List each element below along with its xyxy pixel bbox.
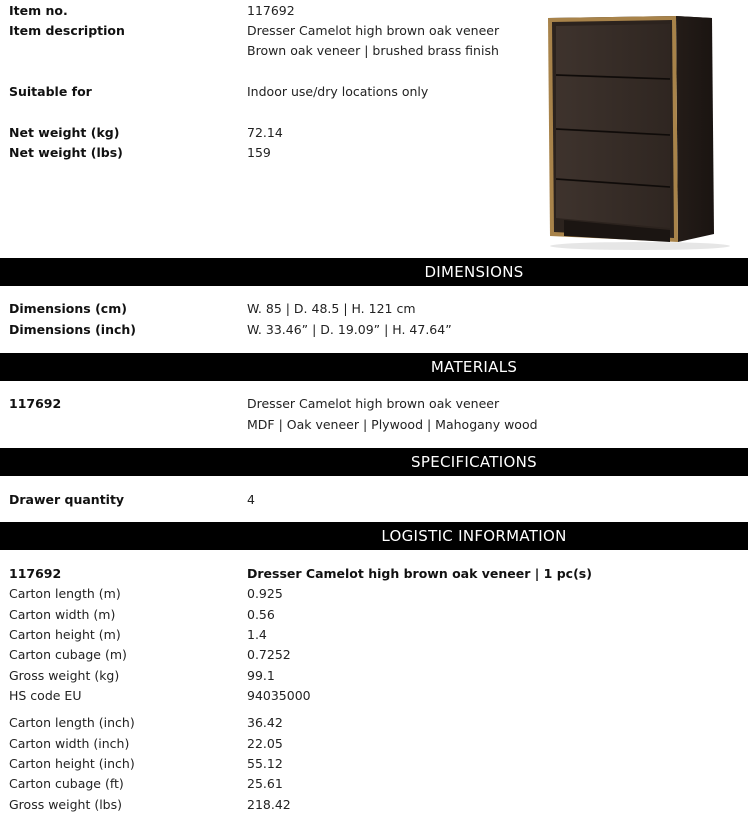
drawer-quantity-label: Drawer quantity (9, 492, 125, 507)
net-weight-kg-label: Net weight (kg) (9, 125, 120, 140)
specifications-title: SPECIFICATIONS (411, 453, 537, 471)
dimensions-inch-label: Dimensions (inch) (9, 322, 136, 337)
logistic-row (0, 734, 748, 754)
logistic-label: Gross weight (lbs) (9, 797, 122, 812)
logistic-value: 218.42 (247, 797, 291, 812)
materials-value-2: MDF | Oak veneer | Plywood | Mahogany wood (247, 417, 538, 432)
logistic-value: 36.42 (247, 715, 283, 730)
logistic-label: Carton width (m) (9, 607, 116, 622)
logistic-value: 0.56 (247, 607, 275, 622)
item-no-label: Item no. (9, 3, 68, 18)
logistic-label: Carton height (inch) (9, 756, 135, 771)
item-description-label: Item description (9, 23, 125, 38)
item-description-value-2: Brown oak veneer | brushed brass finish (247, 43, 499, 58)
logistic-label: Carton width (inch) (9, 736, 130, 751)
materials-value-1: Dresser Camelot high brown oak veneer (247, 396, 500, 411)
logistic-value: 55.12 (247, 756, 283, 771)
dimensions-cm-label: Dimensions (cm) (9, 301, 127, 316)
drawer-quantity-value: 4 (247, 492, 255, 507)
logistic-row (0, 686, 748, 706)
logistic-label: Gross weight (kg) (9, 668, 120, 683)
materials-row-2 (0, 415, 748, 435)
logistic-row (0, 605, 748, 625)
logistic-label: Carton cubage (m) (9, 647, 127, 662)
materials-row-1 (0, 394, 748, 414)
dimensions-inch-row (0, 320, 748, 340)
logistic-title: LOGISTIC INFORMATION (381, 527, 567, 545)
logistic-value: 25.61 (247, 776, 283, 791)
product-image-dresser (540, 10, 740, 250)
drawer-quantity-row (0, 490, 748, 510)
logistic-value: 0.7252 (247, 647, 291, 662)
logistic-label: Carton cubage (ft) (9, 776, 124, 791)
logistic-label: HS code EU (9, 688, 82, 703)
logistic-row (0, 774, 748, 794)
net-weight-lbs-value: 159 (247, 145, 271, 160)
logistic-label: Carton height (m) (9, 627, 121, 642)
logistic-header (0, 522, 748, 550)
logistic-code-row (0, 564, 748, 584)
logistic-row (0, 645, 748, 665)
dimensions-cm-row (0, 299, 748, 319)
logistic-row (0, 625, 748, 645)
logistic-value: 0.925 (247, 586, 283, 601)
specifications-header (0, 448, 748, 476)
dimensions-header (0, 258, 748, 286)
logistic-code: 117692 (9, 566, 62, 581)
net-weight-lbs-label: Net weight (lbs) (9, 145, 123, 160)
logistic-row (0, 754, 748, 774)
dimensions-title: DIMENSIONS (424, 263, 524, 281)
logistic-value: 99.1 (247, 668, 275, 683)
logistic-value: 1.4 (247, 627, 267, 642)
suitable-for-label: Suitable for (9, 84, 92, 99)
logistic-row (0, 584, 748, 604)
logistic-value: 22.05 (247, 736, 283, 751)
logistic-label: Carton length (m) (9, 586, 121, 601)
materials-title: MATERIALS (430, 358, 518, 376)
materials-header (0, 353, 748, 381)
suitable-for-value: Indoor use/dry locations only (247, 84, 429, 99)
dimensions-cm-value: W. 85 | D. 48.5 | H. 121 cm (247, 301, 416, 316)
logistic-code-value: Dresser Camelot high brown oak veneer | 1 pc(s) (247, 566, 592, 581)
materials-code: 117692 (9, 396, 62, 411)
logistic-row (0, 795, 748, 815)
logistic-label: Carton length (inch) (9, 715, 135, 730)
dimensions-inch-value: W. 33.46” | D. 19.09” | H. 47.64” (247, 322, 452, 337)
net-weight-kg-value: 72.14 (247, 125, 283, 140)
logistic-row (0, 713, 748, 733)
logistic-row (0, 666, 748, 686)
item-description-value-1: Dresser Camelot high brown oak veneer (247, 23, 500, 38)
logistic-value: 94035000 (247, 688, 311, 703)
item-no-value: 117692 (247, 3, 295, 18)
